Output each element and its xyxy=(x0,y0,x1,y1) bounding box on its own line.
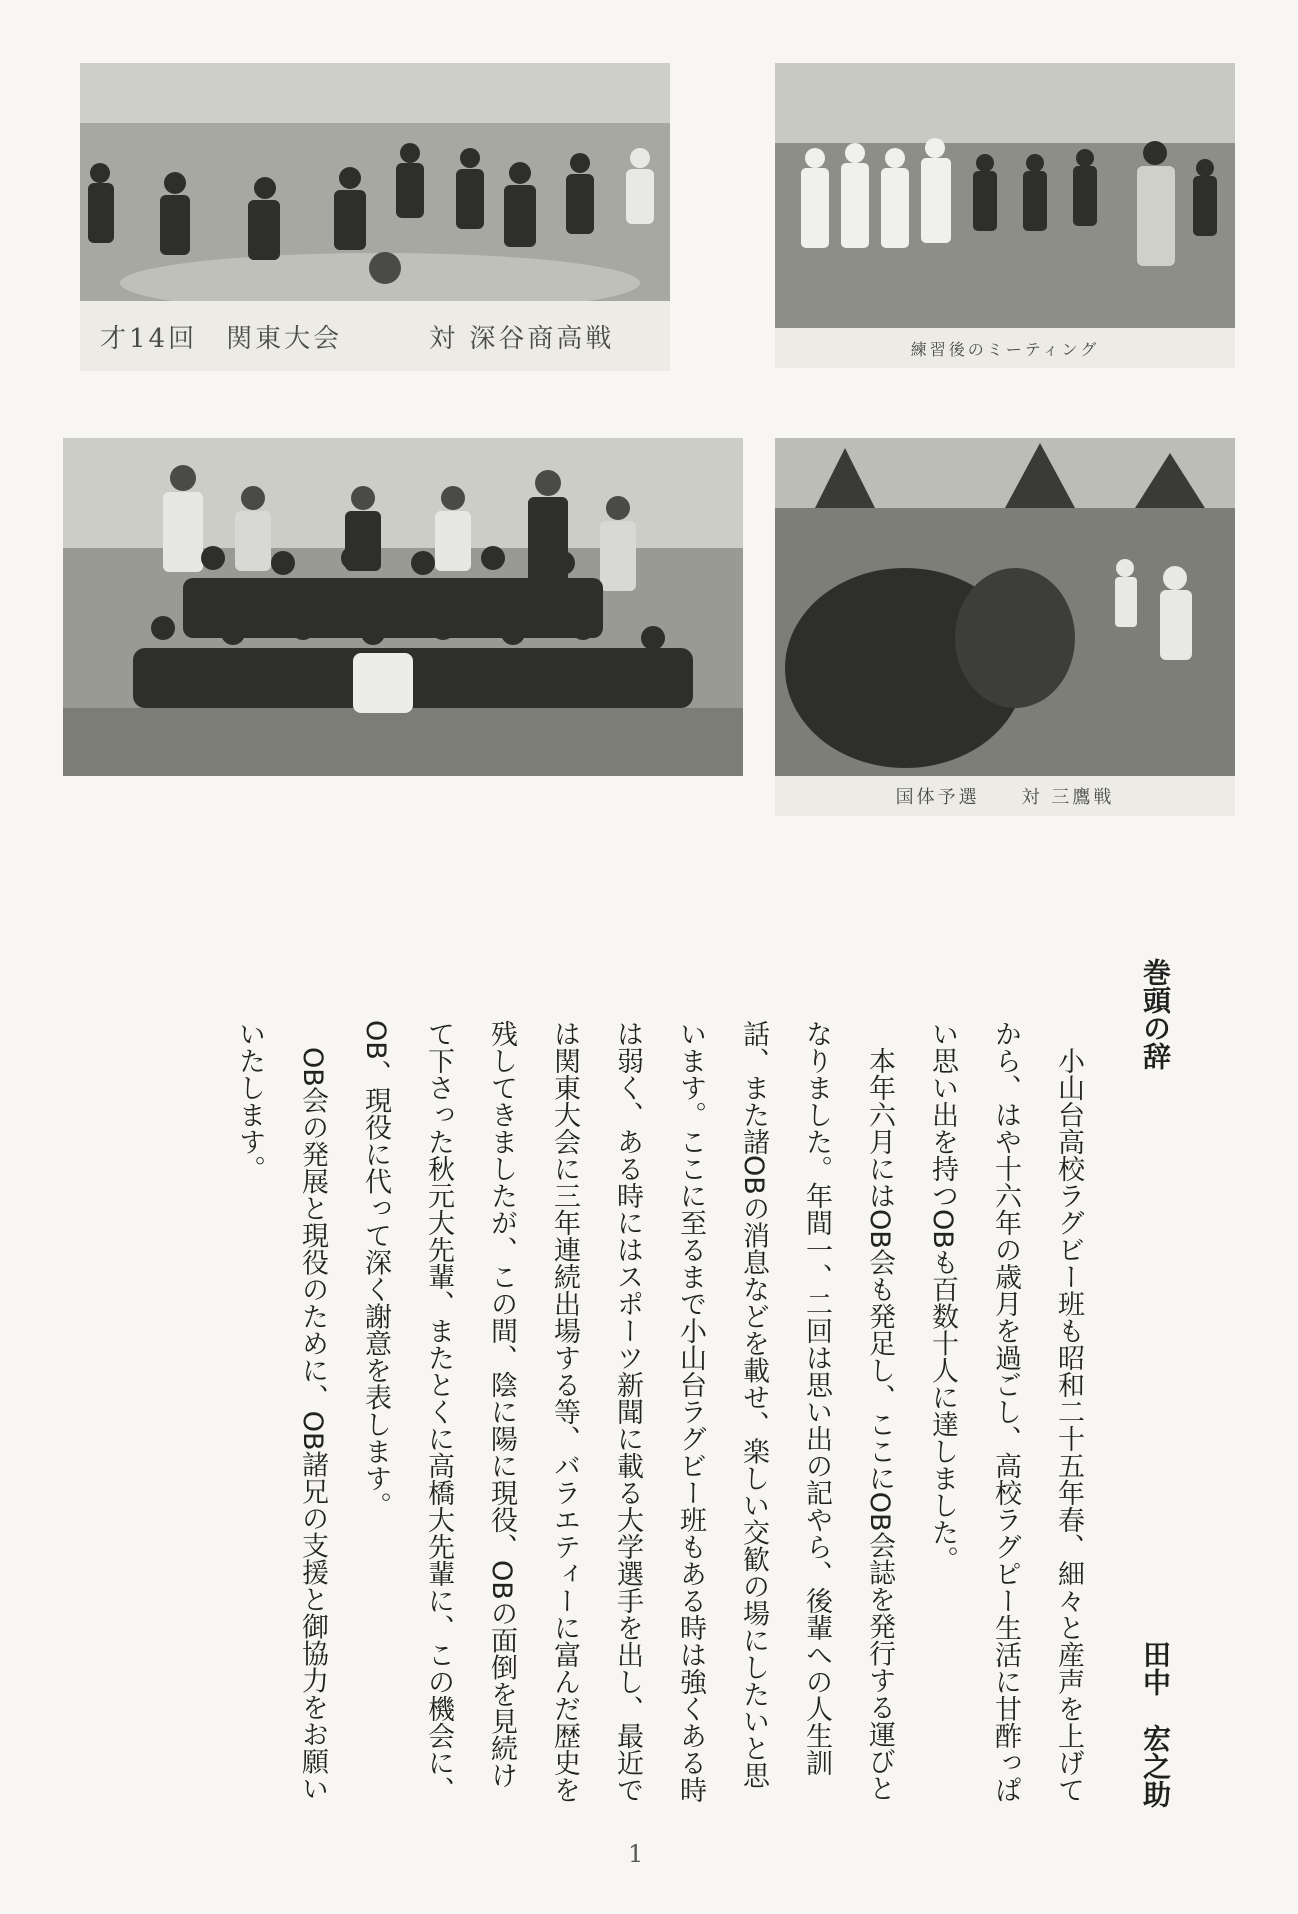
photo-practice-meeting xyxy=(775,63,1235,368)
article-author: 田中 宏之助 xyxy=(1139,1640,1172,1808)
photo-kanto-tournament xyxy=(80,63,670,371)
photo-practice-meeting-image xyxy=(775,63,1235,368)
photo-caption: 練習後のミーティング xyxy=(910,339,1100,359)
page-number: 1 xyxy=(628,1840,644,1868)
photo-team-group xyxy=(63,438,743,776)
photo-kokutai-qualifier-image xyxy=(775,438,1235,816)
article-heading: 巻頭の辞 xyxy=(1139,958,1172,1070)
photo-kokutai-qualifier xyxy=(775,438,1235,816)
article-paragraph: 小山台高校ラグビー班も昭和二十五年春、細々と産声を上げてから、はや十六年の歳月を過ごし、高校ラグピー生活に甘酢っぱい思い出を持つOBも百数十人に達しました。 xyxy=(927,1020,1084,1803)
article-paragraph: OB会の発展と現役のために、OB諸兄の支援と御協力をお願いいたします。 xyxy=(234,1020,328,1802)
article-paragraph: 本年六月にはOB会も発足し、ここにOB会誌を発行する運びとなりました。年間一、二回は思い出の記やら、後輩への人生訓話、また諸OBの消息などを載せ、楽しい交歓の場にしたいと思います。ここに至るまで小山台ラグビー班もある時は強くある時は弱く、ある時にはスポーツ新聞に載る大学選手を出し、最近では関東大会に三年連続出場する等、バラエティーに富んだ歴史を残してきましたが、この間、陰に陽に現役、OBの面倒を見続けて下さった秋元大先輩、またとくに高橋大先輩に、この機会に、OB、現役に代って深く謝意を表します。 xyxy=(360,1020,895,1803)
photo-team-group-image xyxy=(63,438,743,776)
photo-caption: 才14回 関東大会 対 深谷商高戦 xyxy=(100,323,615,354)
photo-caption: 国体予選 対 三鷹戦 xyxy=(895,787,1115,808)
article-body xyxy=(150,1020,1100,1810)
